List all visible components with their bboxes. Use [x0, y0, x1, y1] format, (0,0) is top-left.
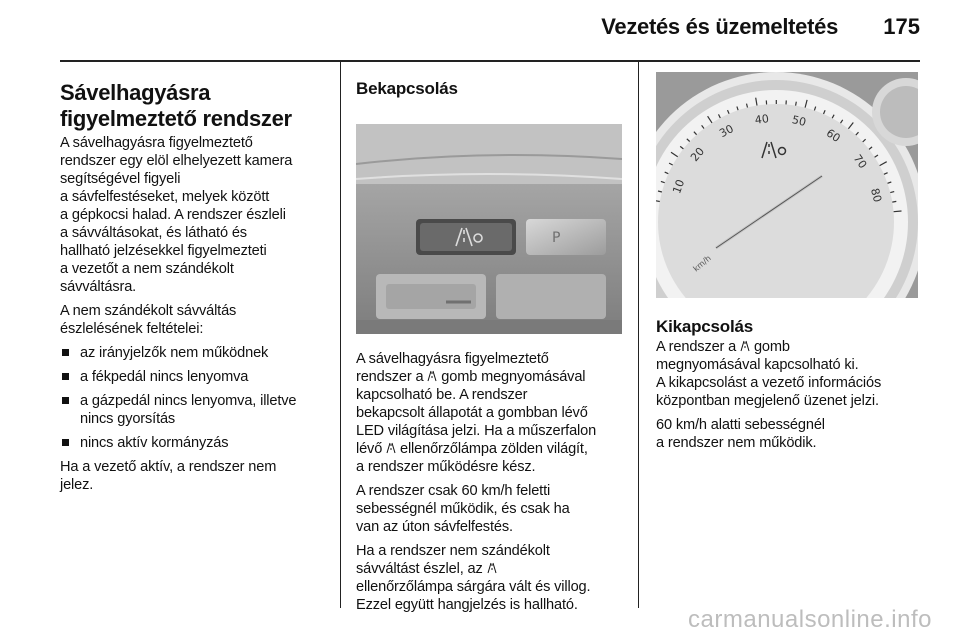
bullet-square-icon — [62, 397, 69, 404]
lane-departure-icon — [487, 562, 497, 574]
lane-departure-icon — [427, 370, 437, 382]
speed-scale-label: 80 — [867, 186, 885, 204]
warning-paragraph: Ha a rendszer nem szándékolt sávváltást észlel, az ellenőrzőlámpa sárgára vált és villog. Ezzel együtt hangjelzés is hallható. — [356, 543, 591, 613]
column-3 — [656, 62, 926, 458]
speed-tick-mark — [796, 102, 797, 106]
intro-paragraph: A sávelhagyásra figyelmeztető rendszer egy elöl elhelyezett kamera segítségével figyeli a sávfelfestéseket, melyek között a gépkocsi halad. A rendszer észleli a sávváltásokat, és látható és hallható jelzésekkel figyelmezteti a vezetőt a nem szándékolt sávváltásra. — [60, 135, 293, 295]
speed-scale-label: 50 — [790, 113, 808, 129]
column-2 — [356, 62, 624, 620]
column-divider-2 — [638, 62, 639, 608]
watermark: carmanualsonline.info — [688, 606, 932, 633]
conditions-intro: A nem szándékolt sávváltás észlelésének feltételei: — [60, 303, 237, 337]
speed-paragraph: A rendszer csak 60 km/h feletti sebességnél működik, és csak ha van az úton sávfelfestés. — [356, 483, 570, 535]
subheading-deactivation: Kikapcsolás — [656, 317, 754, 336]
svg-text:P: P — [552, 230, 561, 246]
page-number: 175 — [883, 14, 920, 39]
deactivation-paragraph: A rendszer a gomb megnyomásával kapcsolható ki. A kikapcsolást a vezető információs központban megjelenő üzenet jelzi. — [656, 339, 882, 409]
speed-unit-label: km/h — [691, 253, 713, 274]
bullet-square-icon — [62, 349, 69, 356]
page-header — [0, 0, 960, 52]
lane-departure-icon — [386, 442, 396, 454]
bullet-square-icon — [62, 373, 69, 380]
speed-scale-label: 10 — [670, 177, 688, 196]
lane-departure-icon — [740, 340, 750, 352]
speed-tick-mark — [892, 201, 896, 202]
outro-paragraph: Ha a vezető aktív, a rendszer nem jelez. — [60, 459, 277, 493]
bullet-square-icon — [62, 439, 69, 446]
speed-scale-label: 40 — [754, 112, 770, 127]
speedometer-photo — [656, 72, 918, 298]
list-item: a gázpedál nincs lenyomva, illetve nincs gyorsítás — [60, 392, 330, 428]
speed-scale-label: 20 — [688, 144, 708, 165]
conditions-list — [60, 344, 330, 452]
console-button-illustration — [356, 124, 622, 334]
speedometer-illustration — [656, 72, 918, 298]
list-item: a fékpedál nincs lenyomva — [60, 368, 330, 386]
activation-paragraph: A sávelhagyásra figyelmeztető rendszer a gomb megnyomásával kapcsolható be. A rendszer bekapcsolt állapotát a gombban lévő LED világítása jelzi. Ha a műszerfalon lévő ellenőrzőlámpa zölden világít, a rendszer működésre kész. — [356, 351, 597, 475]
list-item: nincs aktív kormányzás — [60, 434, 330, 452]
speed-scale-label: 60 — [823, 126, 843, 146]
speed-tick-mark — [894, 211, 902, 212]
header-title: Vezetés és üzemeltetés — [601, 14, 838, 39]
low-speed-paragraph: 60 km/h alatti sebességnél a rendszer nem működik. — [656, 417, 825, 451]
speed-scale-label: 30 — [717, 122, 736, 141]
section-heading: Sávelhagyásra figyelmeztető rendszer — [60, 80, 292, 131]
list-item: az irányjelzők nem működnek — [60, 344, 330, 362]
speed-scale-label: 70 — [850, 152, 870, 172]
console-button-photo — [356, 124, 622, 334]
subheading-activation: Bekapcsolás — [356, 79, 458, 98]
column-divider-1 — [340, 62, 341, 608]
column-1 — [60, 62, 330, 500]
